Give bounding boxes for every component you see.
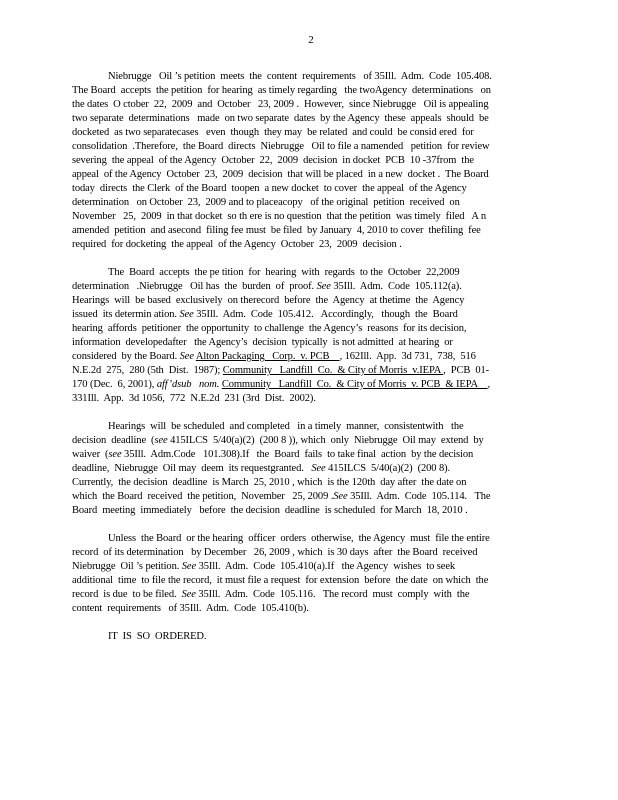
text-run: which the Board received the petition, November 25, 2009 . [72,491,334,502]
text-run: deadline, Niebrugge Oil may deem its requestgranted. [72,463,312,474]
text-run: required for docketing the appeal of the Agency October 23, 2009 decision . [72,239,402,250]
citation-signal: See [179,309,194,320]
order-line [72,266,550,280]
text-run: 35Ill. Adm. Code 105.410(a).If the Agency wishes to seek [196,561,456,572]
order-line [72,420,550,434]
page-number: 2 [308,34,314,46]
text-run: docketed as two separatecases even though they may be related and could be consid ered for [72,127,474,138]
order-line [72,210,550,224]
order-line [72,196,550,210]
case-citation: Community Landfill Co. & City of Morris v. PCB & IEPA [221,379,488,390]
order-line [72,182,550,196]
order-line [72,280,550,294]
text-run: waiver ( [72,449,109,460]
order-paragraph-record-filing [72,532,550,616]
case-citation: Community Landfill Co. & City of Morris v.IEPA [222,365,444,376]
order-line [72,532,550,546]
citation-signal: See [179,351,194,362]
order-line [72,84,550,98]
text-run: two separate determinations made on two separate dates by the Agency these appeals should be [72,113,489,124]
text-run: 35Ill. Adm. Code 105.114. The [347,491,491,502]
text-run: 35Ill. Adm. Code 105.112(a). [330,281,462,292]
text-run: appeal of the Agency October 23, 2009 decision that will be placed in a new docket . The Board [72,169,489,180]
order-line [72,238,550,252]
text-run: Niebrugge Oil ’s petition. [72,561,182,572]
text-run: consolidation .Therefore, the Board directs Niebrugge Oil to file a namended petition for review [72,141,490,152]
text-run: Hearings will be scheduled and completed in a timely manner, consistentwith the [108,421,464,432]
order-line [72,154,550,168]
text-run: 170 (Dec. 6, 2001), [72,379,157,390]
text-run: determination .Niebrugge Oil has the burden of proof. [72,281,317,292]
order-paragraph-petition-requirements [72,70,550,252]
order-line [72,448,550,462]
text-run: decision deadline ( [72,435,155,446]
text-run: record of its determination by December 26, 2009 , which is 30 days after the Board received [72,547,478,558]
text-run: Hearings will be based exclusively on therecord before the Agency at thetime the Agency [72,295,465,306]
order-line [72,294,550,308]
text-run: 35Ill. Adm. Code 105.412. Accordingly, though the Board [193,309,458,320]
text-run: Currently, the decision deadline is March 25, 2010 , which is the 120th day after the date on [72,477,467,488]
order-line [72,560,550,574]
order-line [72,462,550,476]
order-line [72,336,550,350]
order-line [72,546,550,560]
text-run: information developedafter the Agency’s decision typically is not admitted at hearing or [72,337,453,348]
order-line [72,378,550,392]
text-run: additional time to file the record, it must file a request for extension before the date on which the [72,575,489,586]
order-line [72,98,550,112]
order-line [72,168,550,182]
text-run: 415ILCS 5/40(a)(2) (200 8). [325,463,451,474]
text-run: 415ILCS 5/40(a)(2) (200 8 )), which only Niebrugge Oil may extend by [167,435,484,446]
order-paragraph-burden-of-proof [72,266,550,406]
order-line [72,490,550,504]
order-line [72,574,550,588]
order-line [72,140,550,154]
order-line [72,350,550,364]
text-run: Niebrugge Oil ’s petition meets the content requirements of 35Ill. Adm. Code 105.408. [108,71,492,82]
text-run: determination on October 23, 2009 and to placeacopy of the original petition received on [72,197,460,208]
order-line [72,224,550,238]
order-line [72,70,550,84]
order-line [72,308,550,322]
text-run: November 25, 2009 in that docket so th ere is no question that the petition was timely filed A n [72,211,486,222]
text-run: , PCB 01- [443,365,490,376]
citation-signal: aff’dsub nom. [156,379,220,390]
text-run: Unless the Board or the hearing officer orders otherwise, the Agency must file the entire [108,533,490,544]
order-line [72,112,550,126]
text-run: issued its determin ation. [72,309,180,320]
text-run: considered by the Board. [72,351,180,362]
order-line [72,364,550,378]
text-run: record is due to be filed. [72,589,182,600]
order-line [72,434,550,448]
so-ordered-text: IT IS SO ORDERED. [108,631,207,642]
text-run: 35Ill. Adm. Code 105.116. The record must comply with the [195,589,470,600]
text-run: amended petition and asecond filing fee must be filed by January 4, 2010 to cover thefiling fee [72,225,481,236]
order-line [72,588,550,602]
order-line [72,126,550,140]
text-run: hearing affords petitioner the opportunity to challenge the Agency’s reasons for its decision, [72,323,467,334]
citation-signal: See [316,281,331,292]
order-line [72,602,550,616]
order-line [72,322,550,336]
citation-signal: see [108,449,122,460]
citation-signal: see [154,435,168,446]
order-body [72,70,550,644]
citation-signal: See [181,561,197,572]
text-run: content requirements of 35Ill. Adm. Code 105.410(b). [72,603,309,614]
text-run: severing the appeal of the Agency October 22, 2009 decision in docket PCB 10 -37from the [72,155,474,166]
text-run: 35Ill. Adm.Code 101.308).If the Board fails to take final action by the decision [121,449,474,460]
order-paragraph-decision-deadline [72,420,550,518]
order-line [72,392,550,406]
order-line [72,476,550,490]
text-run: 331Ill. App. 3d 1056, 772 N.E.2d 231 (3rd Dist. 2002). [72,393,316,404]
citation-signal: See [333,491,348,502]
citation-signal: See [181,589,196,600]
text-run: The Board accepts the petition for hearing as timely regarding the twoAgency determinations on [72,85,491,96]
text-run: , 162Ill. App. 3d 731, 738, 516 [339,351,476,362]
text-run: , [487,379,490,390]
citation-signal: See [311,463,326,474]
text-run: Board meeting immediately before the decision deadline is scheduled for March 18, 2010 . [72,505,468,516]
text-run: the dates O ctober 22, 2009 and October 23, 2009 . However, since Niebrugge Oil is appealing [72,99,489,110]
text-run: today directs the Clerk of the Board toopen a new docket to cover the appeal of the Agency [72,183,467,194]
text-run: The Board accepts the pe tition for hearing with regards to the October 22,2009 [108,267,460,278]
order-line [72,504,550,518]
case-citation: Alton Packaging Corp. v. PCB [195,351,340,362]
text-run: N.E.2d 275, 280 (5th Dist. 1987); [72,365,223,376]
